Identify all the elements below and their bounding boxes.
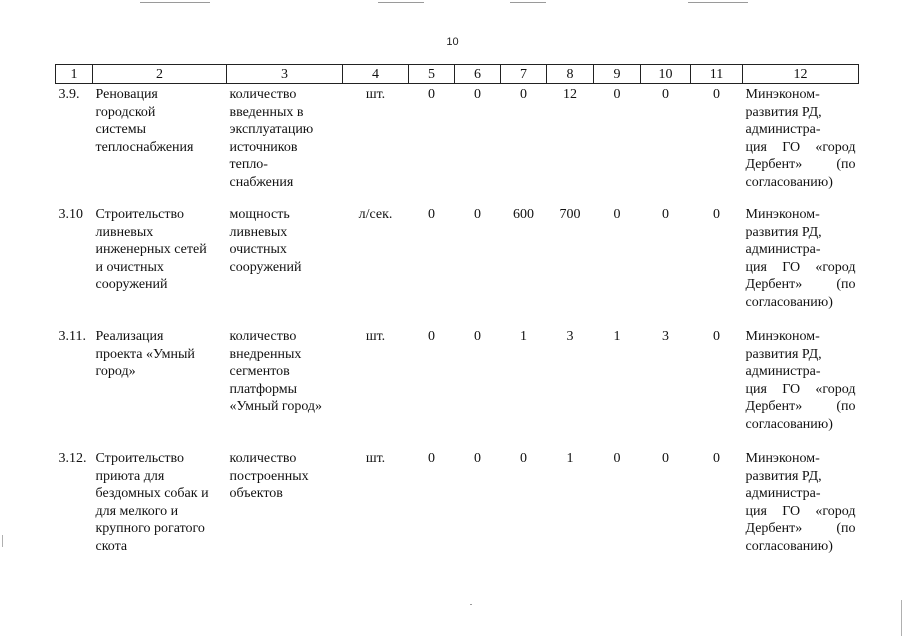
measure-name — [93, 326, 227, 448]
responsible-word: ция — [745, 503, 767, 519]
scan-artifact — [2, 535, 3, 547]
value-cell: 0 — [428, 451, 435, 466]
indicator-line: количество — [229, 87, 297, 102]
responsible-word: Дербент» — [745, 157, 803, 172]
responsible-word: ГО — [782, 503, 801, 519]
unit-of-measure: л/сек. — [358, 207, 393, 222]
responsible-word: (по — [836, 277, 856, 292]
column-header-10: 10 — [641, 65, 691, 84]
indicator-name — [227, 204, 343, 326]
measure-name-line: проекта «Умный — [95, 346, 195, 362]
responsible-word: ция — [745, 139, 767, 155]
value-cell: 0 — [428, 329, 435, 344]
value-cell: 0 — [474, 207, 481, 222]
measure-name-line: крупного рогатого — [95, 521, 205, 536]
measure-name-line: Реновация — [95, 87, 158, 102]
responsible-line: администра- — [745, 122, 821, 137]
indicator-name — [227, 84, 343, 205]
row-number: 3.9. — [58, 87, 80, 102]
value-cell: 0 — [520, 451, 527, 466]
responsible-line: Минэконом- — [745, 87, 820, 102]
indicator-line: «Умный город» — [229, 399, 323, 414]
responsible-word: Дербент» — [745, 399, 803, 414]
row-number: 3.12. — [58, 451, 87, 466]
responsible-word: «город — [815, 259, 856, 275]
scan-artifact — [140, 2, 210, 3]
document-table — [55, 64, 859, 568]
responsible-word: «город — [815, 381, 856, 397]
responsible-line — [746, 259, 856, 277]
row-number: 3.10 — [58, 207, 83, 222]
measure-name-line: город» — [95, 364, 136, 379]
indicator-line: сегментов — [229, 364, 290, 379]
indicator-line: сооружений — [229, 259, 302, 275]
indicator-line: тепло- — [229, 157, 268, 172]
column-header-4: 4 — [343, 65, 409, 84]
scan-artifact — [901, 600, 902, 636]
value-cell: 0 — [713, 207, 720, 222]
value-cell: 1 — [566, 451, 574, 466]
column-header-2: 2 — [93, 65, 227, 84]
column-header-11: 11 — [691, 65, 743, 84]
value-cell: 1 — [520, 329, 527, 344]
indicator-name — [227, 448, 343, 568]
responsible-line: согласованию) — [745, 538, 833, 554]
value-cell: 0 — [613, 87, 621, 102]
column-header-9: 9 — [594, 65, 641, 84]
value-cell: 0 — [713, 451, 720, 466]
value-cell: 12 — [563, 87, 577, 102]
responsible-line — [746, 398, 856, 416]
column-header-3: 3 — [227, 65, 343, 84]
indicator-line: построенных — [229, 468, 309, 484]
measure-name-line: для мелкого и — [95, 503, 179, 519]
measure-name-line: системы — [95, 122, 147, 137]
responsible-word: ция — [745, 381, 767, 397]
value-cell: 0 — [713, 329, 720, 344]
responsible-word: (по — [836, 157, 856, 172]
indicator-line: мощность — [229, 207, 290, 222]
responsible-line: администра- — [745, 364, 821, 379]
indicator-line: платформы — [229, 381, 298, 397]
responsible-line: развития РД, — [745, 224, 822, 240]
responsible-word: ГО — [782, 381, 801, 397]
unit-of-measure: шт. — [365, 329, 386, 344]
scan-artifact — [470, 604, 472, 605]
value-cell: 600 — [513, 207, 534, 222]
indicator-line: количество — [229, 329, 297, 344]
value-cell: 3 — [662, 329, 669, 344]
value-cell: 0 — [428, 207, 435, 222]
value-cell: 3 — [566, 329, 574, 344]
responsible-line — [746, 381, 856, 399]
measure-name — [93, 448, 227, 568]
indicator-line: снабжения — [229, 174, 294, 190]
value-cell: 0 — [662, 87, 669, 102]
responsible-word: «город — [815, 139, 856, 155]
value-cell: 1 — [613, 329, 621, 344]
measure-name-line: инженерных сетей — [95, 242, 207, 257]
responsible-line: развития РД, — [745, 468, 822, 484]
responsible-line — [746, 503, 856, 521]
responsible-word: (по — [836, 521, 856, 536]
column-header-5: 5 — [409, 65, 455, 84]
indicator-line: количество — [229, 451, 297, 466]
value-cell: 0 — [713, 87, 720, 102]
responsible-word: «город — [815, 503, 856, 519]
table-body — [56, 84, 859, 569]
indicator-line: внедренных — [229, 346, 302, 362]
scan-artifact — [510, 2, 546, 3]
column-header-8: 8 — [547, 65, 594, 84]
page-number: 10 — [446, 36, 459, 48]
measure-name-line: Реализация — [95, 329, 164, 344]
scan-artifact — [378, 2, 424, 3]
responsible-party — [743, 448, 859, 568]
value-cell: 0 — [662, 451, 669, 466]
measure-name-line: приюта для — [95, 468, 165, 484]
responsible-word: Дербент» — [745, 521, 803, 536]
responsible-line: Минэконом- — [745, 451, 820, 466]
responsible-line — [746, 520, 856, 538]
column-header-12: 12 — [743, 65, 859, 84]
measure-name-line: ливневых — [95, 224, 154, 240]
responsible-word: ГО — [782, 259, 801, 275]
responsible-line: согласованию) — [745, 294, 833, 310]
unit-of-measure: шт. — [365, 87, 386, 102]
responsible-word: ГО — [782, 139, 801, 155]
measure-name-line: Строительство — [95, 207, 184, 222]
responsible-line: согласованию) — [745, 174, 833, 190]
responsible-line — [746, 276, 856, 294]
measure-name-line: Строительство — [95, 451, 184, 466]
measure-name-line: скота — [95, 538, 128, 554]
indicator-name — [227, 326, 343, 448]
unit-of-measure: шт. — [365, 451, 386, 466]
value-cell: 0 — [520, 87, 527, 102]
value-cell: 700 — [559, 207, 581, 222]
measure-name-line: сооружений — [95, 277, 168, 292]
responsible-line — [746, 156, 856, 174]
measure-name — [93, 204, 227, 326]
column-header-1: 1 — [56, 65, 93, 84]
value-cell: 0 — [662, 207, 669, 222]
responsible-line: администра- — [745, 486, 821, 501]
measure-name-line: городской — [95, 104, 156, 120]
responsible-word: ция — [745, 259, 767, 275]
indicator-line: источников — [229, 139, 298, 155]
table-row — [56, 326, 859, 448]
table-row — [56, 448, 859, 568]
responsible-line: развития РД, — [745, 104, 822, 120]
responsible-word: Дербент» — [745, 277, 803, 292]
responsible-line: Минэконом- — [745, 207, 820, 222]
value-cell: 0 — [428, 87, 435, 102]
value-cell: 0 — [613, 207, 621, 222]
column-header-7: 7 — [501, 65, 547, 84]
responsible-line: развития РД, — [745, 346, 822, 362]
responsible-line: Минэконом- — [745, 329, 820, 344]
indicator-line: объектов — [229, 486, 283, 501]
row-number: 3.11. — [58, 329, 86, 344]
table-row — [56, 84, 859, 205]
scan-artifact — [688, 2, 748, 3]
responsible-line: согласованию) — [745, 416, 833, 432]
measure-name-line: бездомных собак и — [95, 486, 209, 501]
measure-name-line: теплоснабжения — [95, 139, 194, 155]
value-cell: 0 — [474, 87, 481, 102]
column-header-6: 6 — [455, 65, 501, 84]
responsible-line: администра- — [745, 242, 821, 257]
indicator-line: очистных — [229, 242, 287, 257]
indicator-line: введенных в — [229, 104, 304, 120]
measure-name-line: и очистных — [95, 259, 164, 275]
header-row — [56, 65, 859, 84]
indicator-line: эксплуатацию — [229, 122, 314, 137]
indicator-line: ливневых — [229, 224, 288, 240]
value-cell: 0 — [613, 451, 621, 466]
measure-name — [93, 84, 227, 205]
value-cell: 0 — [474, 451, 481, 466]
value-cell: 0 — [474, 329, 481, 344]
responsible-party — [743, 326, 859, 448]
responsible-word: (по — [836, 399, 856, 414]
responsible-party — [743, 204, 859, 326]
responsible-party — [743, 84, 859, 205]
responsible-line — [746, 139, 856, 157]
table-row — [56, 204, 859, 326]
